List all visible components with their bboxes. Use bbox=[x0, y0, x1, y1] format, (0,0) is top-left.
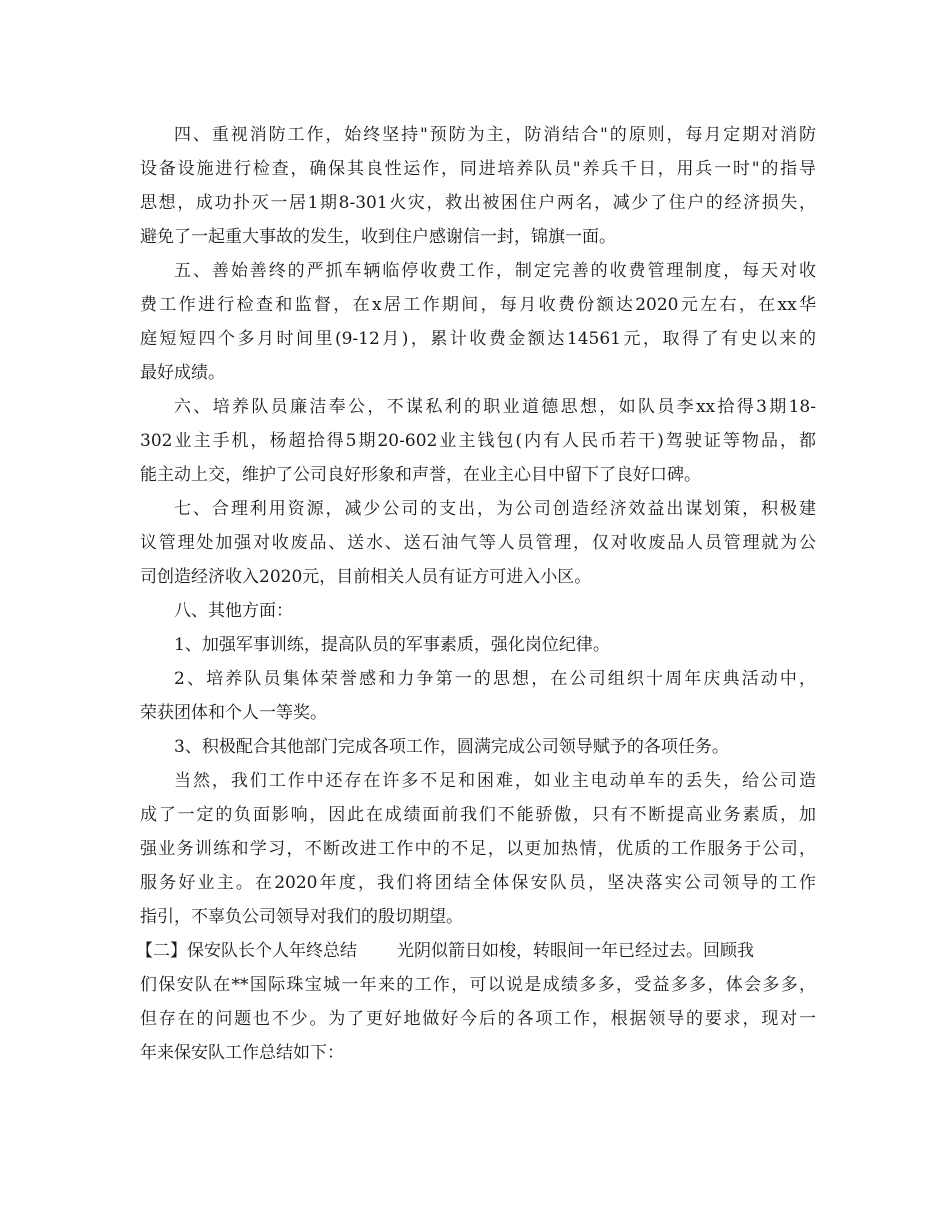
text-line: 庭短短四个多月时间里(9-12月)，累计收费金额达14561元，取得了有史以来的 bbox=[140, 329, 816, 349]
text-line: 四、重视消防工作，始终坚持"预防为主，防消结合"的原则，每月定期对消防 bbox=[174, 125, 816, 145]
list-item-cooperation bbox=[140, 730, 816, 764]
text-line: 设备设施进行检查，确保其良性运作，同进培养队员"养兵千日，用兵一时"的指导 bbox=[140, 159, 816, 179]
paragraph-shortcomings bbox=[140, 764, 816, 934]
text-line: 避免了一起重大事故的发生，收到住户感谢信一封，锦旗一面。 bbox=[140, 227, 616, 247]
text-line: 指引，不辜负公司领导对我们的殷切期望。 bbox=[140, 907, 463, 927]
text-line: 荣获团体和个人一等奖。 bbox=[140, 703, 327, 723]
text-line: 八、其他方面： bbox=[174, 601, 293, 621]
text-line: 年来保安队工作总结如下： bbox=[140, 1043, 344, 1063]
text-line: 思想，成功扑灭一居1期8-301火灾，救出被困住户两名，减少了住户的经济损失， bbox=[140, 193, 816, 213]
text-line: 能主动上交，维护了公司良好形象和声誉，在业主心目中留下了良好口碑。 bbox=[140, 465, 701, 485]
section-intro: 光阴似箭日如梭，转眼间一年已经过去。回顾我 bbox=[397, 941, 754, 961]
text-line: 服务好业主。在2020年度，我们将团结全体保安队员，坚决落实公司领导的工作 bbox=[140, 873, 816, 893]
text-line: 3、积极配合其他部门完成各项工作，圆满完成公司领导赋予的各项任务。 bbox=[174, 737, 729, 757]
paragraph-parking-fees bbox=[140, 254, 816, 390]
text-line: 最好成绩。 bbox=[140, 363, 225, 383]
list-item-military-training bbox=[140, 628, 816, 662]
list-item-team-honor bbox=[140, 662, 816, 730]
text-line: 们保安队在**国际珠宝城一年来的工作，可以说是成绩多多，受益多多，体会多多， bbox=[140, 975, 816, 995]
text-line: 司创造经济收入2020元，目前相关人员有证方可进入小区。 bbox=[140, 567, 592, 587]
section-two-first-line bbox=[136, 934, 816, 968]
paragraph-resources bbox=[140, 492, 816, 594]
text-line: 302业主手机，杨超拾得5期20-602业主钱包(内有人民币若干)驾驶证等物品，都 bbox=[140, 431, 816, 451]
text-line: 议管理处加强对收废品、送水、送石油气等人员管理，仅对收废品人员管理就为公 bbox=[140, 533, 816, 553]
paragraph-fire-safety bbox=[140, 118, 816, 254]
text-line: 六、培养队员廉洁奉公，不谋私利的职业道德思想，如队员李xx拾得3期18- bbox=[174, 397, 816, 417]
text-line: 成了一定的负面影响，因此在成绩面前我们不能骄傲，只有不断提高业务素质，加 bbox=[140, 805, 816, 825]
text-line: 七、合理利用资源，减少公司的支出，为公司创造经济效益出谋划策，积极建 bbox=[174, 499, 816, 519]
section-two bbox=[136, 934, 816, 1070]
section-heading: 【二】保安队长个人年终总结 bbox=[136, 941, 357, 961]
text-line: 但存在的问题也不少。为了更好地做好今后的各项工作，根据领导的要求，现对一 bbox=[140, 1009, 816, 1029]
text-line: 2、培养队员集体荣誉感和力争第一的思想，在公司组织十周年庆典活动中， bbox=[174, 669, 816, 689]
text-line: 当然，我们工作中还存在许多不足和困难，如业主电动单车的丢失，给公司造 bbox=[174, 771, 816, 791]
text-line: 费工作进行检查和监督，在x居工作期间，每月收费份额达2020元左右，在xx华 bbox=[140, 295, 816, 315]
text-line: 强业务训练和学习，不断改进工作中的不足，以更加热情，优质的工作服务于公司， bbox=[140, 839, 816, 859]
paragraph-integrity bbox=[140, 390, 816, 492]
document-body bbox=[136, 118, 816, 1070]
text-line: 五、善始善终的严抓车辆临停收费工作，制定完善的收费管理制度，每天对收 bbox=[174, 261, 816, 281]
paragraph-other-aspects bbox=[140, 594, 816, 628]
text-line: 1、加强军事训练，提高队员的军事素质，强化岗位纪律。 bbox=[174, 635, 610, 655]
